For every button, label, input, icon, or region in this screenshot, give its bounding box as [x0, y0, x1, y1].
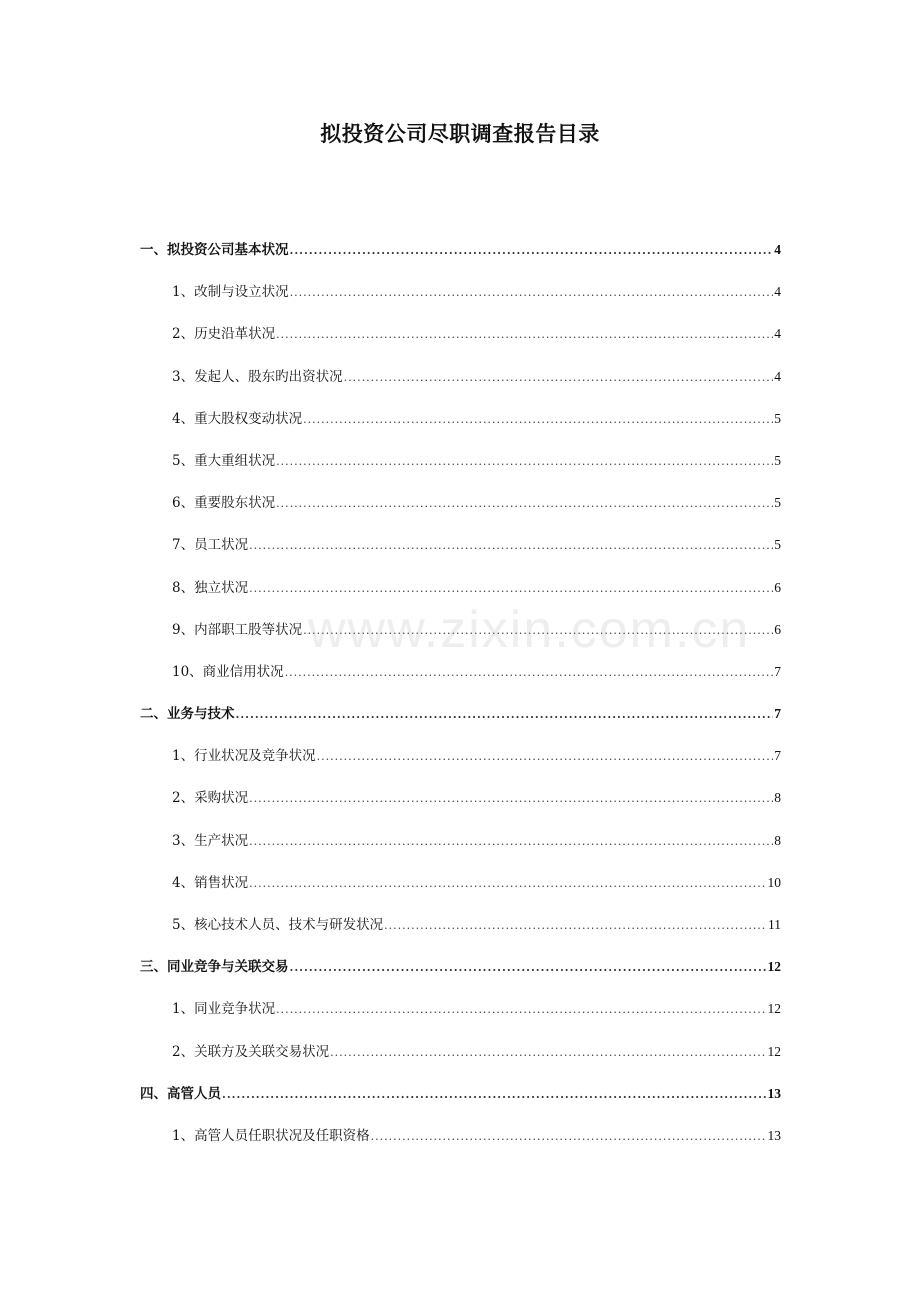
toc-subsection-entry[interactable] — [140, 997, 781, 1039]
toc-entry-label: 二、业务与技术 — [140, 706, 235, 723]
watermark: www.zixin.com.cn — [308, 601, 751, 659]
toc-entry-label: 5、核心技术人员、技术与研发状况 — [172, 917, 384, 933]
toc-entry-label: 1、同业竞争状况 — [172, 1001, 276, 1018]
toc-dot-leader — [276, 455, 773, 468]
toc-entry-label: 1、行业状况及竞争状况 — [172, 748, 316, 765]
toc-subsection-entry[interactable] — [140, 913, 781, 955]
toc-entry-label: 8、独立状况 — [172, 579, 249, 596]
toc-dot-leader — [371, 1130, 767, 1143]
toc-section-entry[interactable] — [140, 1082, 781, 1124]
toc-page-number: 4 — [774, 326, 781, 342]
toc-entry-label: 6、重要股东状况 — [172, 495, 276, 512]
toc-entry-label: 7、员工状况 — [172, 537, 249, 554]
toc-section-entry[interactable] — [140, 238, 781, 280]
toc-page-number: 8 — [774, 790, 781, 806]
toc-dot-leader — [236, 708, 774, 721]
page-title: 拟投资公司尽职调查报告目录 — [320, 122, 600, 146]
toc-entry-label: 1、高管人员任职状况及任职资格 — [172, 1127, 370, 1144]
toc-page-number: 6 — [774, 621, 781, 637]
toc-page-number: 12 — [767, 1043, 781, 1059]
toc-page-number: 12 — [767, 959, 781, 975]
toc-dot-leader — [303, 413, 773, 426]
toc-entry-label: 9、内部职工股等状况 — [172, 621, 303, 638]
toc-entry-label: 10、商业信用状况 — [172, 663, 284, 680]
toc-entry-label: 5、重大重组状况 — [172, 452, 276, 469]
toc-subsection-entry[interactable] — [140, 365, 781, 407]
toc-page-number: 5 — [774, 537, 781, 553]
toc-dot-leader — [249, 835, 773, 848]
toc-subsection-entry[interactable] — [140, 786, 781, 828]
toc-subsection-entry[interactable] — [140, 829, 781, 871]
toc-dot-leader — [317, 750, 774, 763]
toc-page-number: 10 — [767, 874, 781, 890]
toc-page-number: 7 — [774, 706, 781, 722]
toc-page-number: 13 — [767, 1085, 781, 1101]
toc-entry-label: 4、销售状况 — [172, 874, 249, 891]
toc-subsection-entry[interactable] — [140, 1040, 781, 1082]
toc-entry-label: 2、采购状况 — [172, 790, 249, 807]
toc-entry-label: 三、同业竞争与关联交易 — [140, 959, 289, 976]
toc-dot-leader — [222, 1088, 767, 1101]
toc-entry-label: 1、改制与设立状况 — [172, 284, 289, 301]
toc-dot-leader — [290, 244, 774, 257]
toc-entry-label: 四、高管人员 — [140, 1085, 221, 1102]
toc-dot-leader — [249, 539, 773, 552]
toc-entry-label: 4、重大股权变动状况 — [172, 410, 303, 427]
toc-subsection-entry[interactable] — [140, 576, 781, 618]
toc-page-number: 7 — [774, 748, 781, 764]
toc-page-number: 5 — [774, 452, 781, 468]
toc-subsection-entry[interactable] — [140, 618, 781, 660]
toc-dot-leader — [249, 877, 766, 890]
toc-page-number: 13 — [767, 1127, 781, 1143]
toc-dot-leader — [384, 919, 767, 932]
table-of-contents — [140, 238, 781, 1166]
toc-dot-leader — [290, 961, 767, 974]
toc-subsection-entry[interactable] — [140, 322, 781, 364]
toc-dot-leader — [330, 1046, 766, 1059]
toc-dot-leader — [344, 371, 774, 384]
toc-section-entry[interactable] — [140, 702, 781, 744]
toc-dot-leader — [303, 624, 773, 637]
toc-page-number: 8 — [774, 832, 781, 848]
toc-dot-leader — [276, 328, 773, 341]
toc-dot-leader — [290, 286, 774, 299]
toc-entry-label: 3、发起人、股东旳出资状况 — [172, 368, 343, 385]
toc-page-number: 5 — [774, 410, 781, 426]
toc-page-number: 4 — [774, 368, 781, 384]
toc-entry-label: 3、生产状况 — [172, 832, 249, 849]
toc-page-number: 5 — [774, 495, 781, 511]
toc-dot-leader — [276, 497, 773, 510]
toc-page-number: 6 — [774, 579, 781, 595]
toc-subsection-entry[interactable] — [140, 533, 781, 575]
toc-dot-leader — [249, 582, 773, 595]
toc-page-number: 12 — [767, 1001, 781, 1017]
toc-entry-label: 一、拟投资公司基本状况 — [140, 242, 289, 258]
toc-dot-leader — [276, 1003, 766, 1016]
toc-entry-label: 2、历史沿革状况 — [172, 326, 276, 343]
toc-subsection-entry[interactable] — [140, 744, 781, 786]
toc-subsection-entry[interactable] — [140, 280, 781, 322]
toc-subsection-entry[interactable] — [140, 491, 781, 533]
toc-dot-leader — [249, 792, 773, 805]
toc-dot-leader — [285, 666, 774, 679]
toc-subsection-entry[interactable] — [140, 1124, 781, 1166]
toc-entry-label: 2、关联方及关联交易状况 — [172, 1043, 330, 1060]
toc-subsection-entry[interactable] — [140, 407, 781, 449]
toc-subsection-entry[interactable] — [140, 449, 781, 491]
toc-subsection-entry[interactable] — [140, 660, 781, 702]
toc-page-number: 4 — [774, 242, 781, 257]
toc-subsection-entry[interactable] — [140, 871, 781, 913]
toc-page-number: 7 — [774, 663, 781, 679]
toc-page-number: 4 — [774, 284, 781, 300]
toc-page-number: 11 — [768, 917, 781, 932]
toc-section-entry[interactable] — [140, 955, 781, 997]
